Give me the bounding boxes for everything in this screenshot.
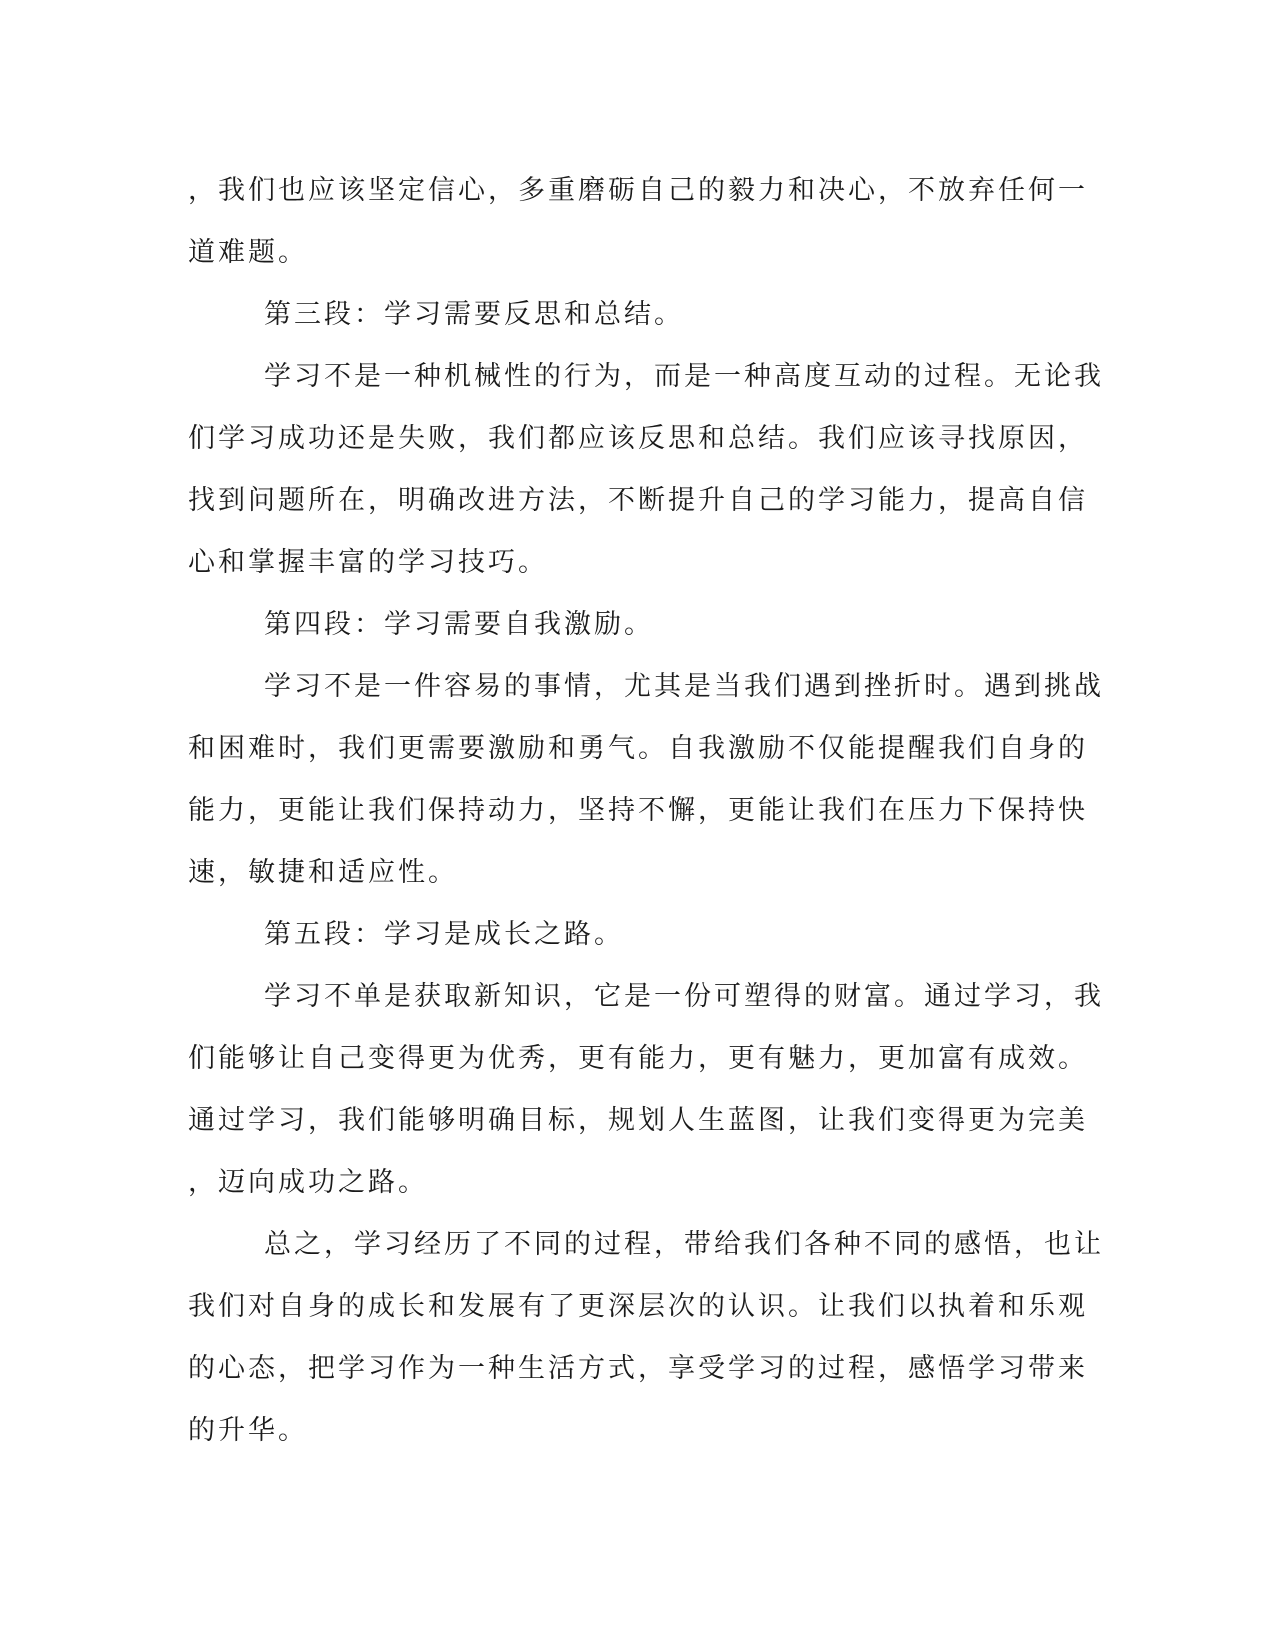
text-line: 们能够让自己变得更为优秀，更有能力，更有魅力，更加富有成效。 xyxy=(188,1043,1088,1074)
text-line: 的升华。 xyxy=(188,1415,308,1446)
text-line: 的心态，把学习作为一种生活方式，享受学习的过程，感悟学习带来 xyxy=(188,1353,1088,1384)
section-heading: 第四段：学习需要自我激励。 xyxy=(264,609,654,640)
section-heading: 第三段：学习需要反思和总结。 xyxy=(264,299,684,330)
text-line: 学习不单是获取新知识，它是一份可塑得的财富。通过学习，我 xyxy=(264,981,1104,1012)
document-body xyxy=(188,160,1104,1462)
text-line: 们学习成功还是失败，我们都应该反思和总结。我们应该寻找原因， xyxy=(188,423,1088,454)
text-line: 道难题。 xyxy=(188,237,308,268)
text-line: 和困难时，我们更需要激励和勇气。自我激励不仅能提醒我们自身的 xyxy=(188,733,1088,764)
text-line: 找到问题所在，明确改进方法，不断提升自己的学习能力，提高自信 xyxy=(188,485,1088,516)
text-line: 通过学习，我们能够明确目标，规划人生蓝图，让我们变得更为完美 xyxy=(188,1105,1088,1136)
text-line: 速，敏捷和适应性。 xyxy=(188,857,458,888)
text-line: ，我们也应该坚定信心，多重磨砺自己的毅力和决心，不放弃任何一 xyxy=(188,175,1088,206)
text-line: 学习不是一件容易的事情，尤其是当我们遇到挫折时。遇到挑战 xyxy=(264,671,1104,702)
text-line: 学习不是一种机械性的行为，而是一种高度互动的过程。无论我 xyxy=(264,361,1104,392)
text-line: 我们对自身的成长和发展有了更深层次的认识。让我们以执着和乐观 xyxy=(188,1291,1088,1322)
text-line: 能力，更能让我们保持动力，坚持不懈，更能让我们在压力下保持快 xyxy=(188,795,1088,826)
text-line: 总之，学习经历了不同的过程，带给我们各种不同的感悟，也让 xyxy=(264,1229,1104,1260)
section-heading: 第五段：学习是成长之路。 xyxy=(264,919,624,950)
text-line: 心和掌握丰富的学习技巧。 xyxy=(188,547,548,578)
text-line: ，迈向成功之路。 xyxy=(188,1167,428,1198)
